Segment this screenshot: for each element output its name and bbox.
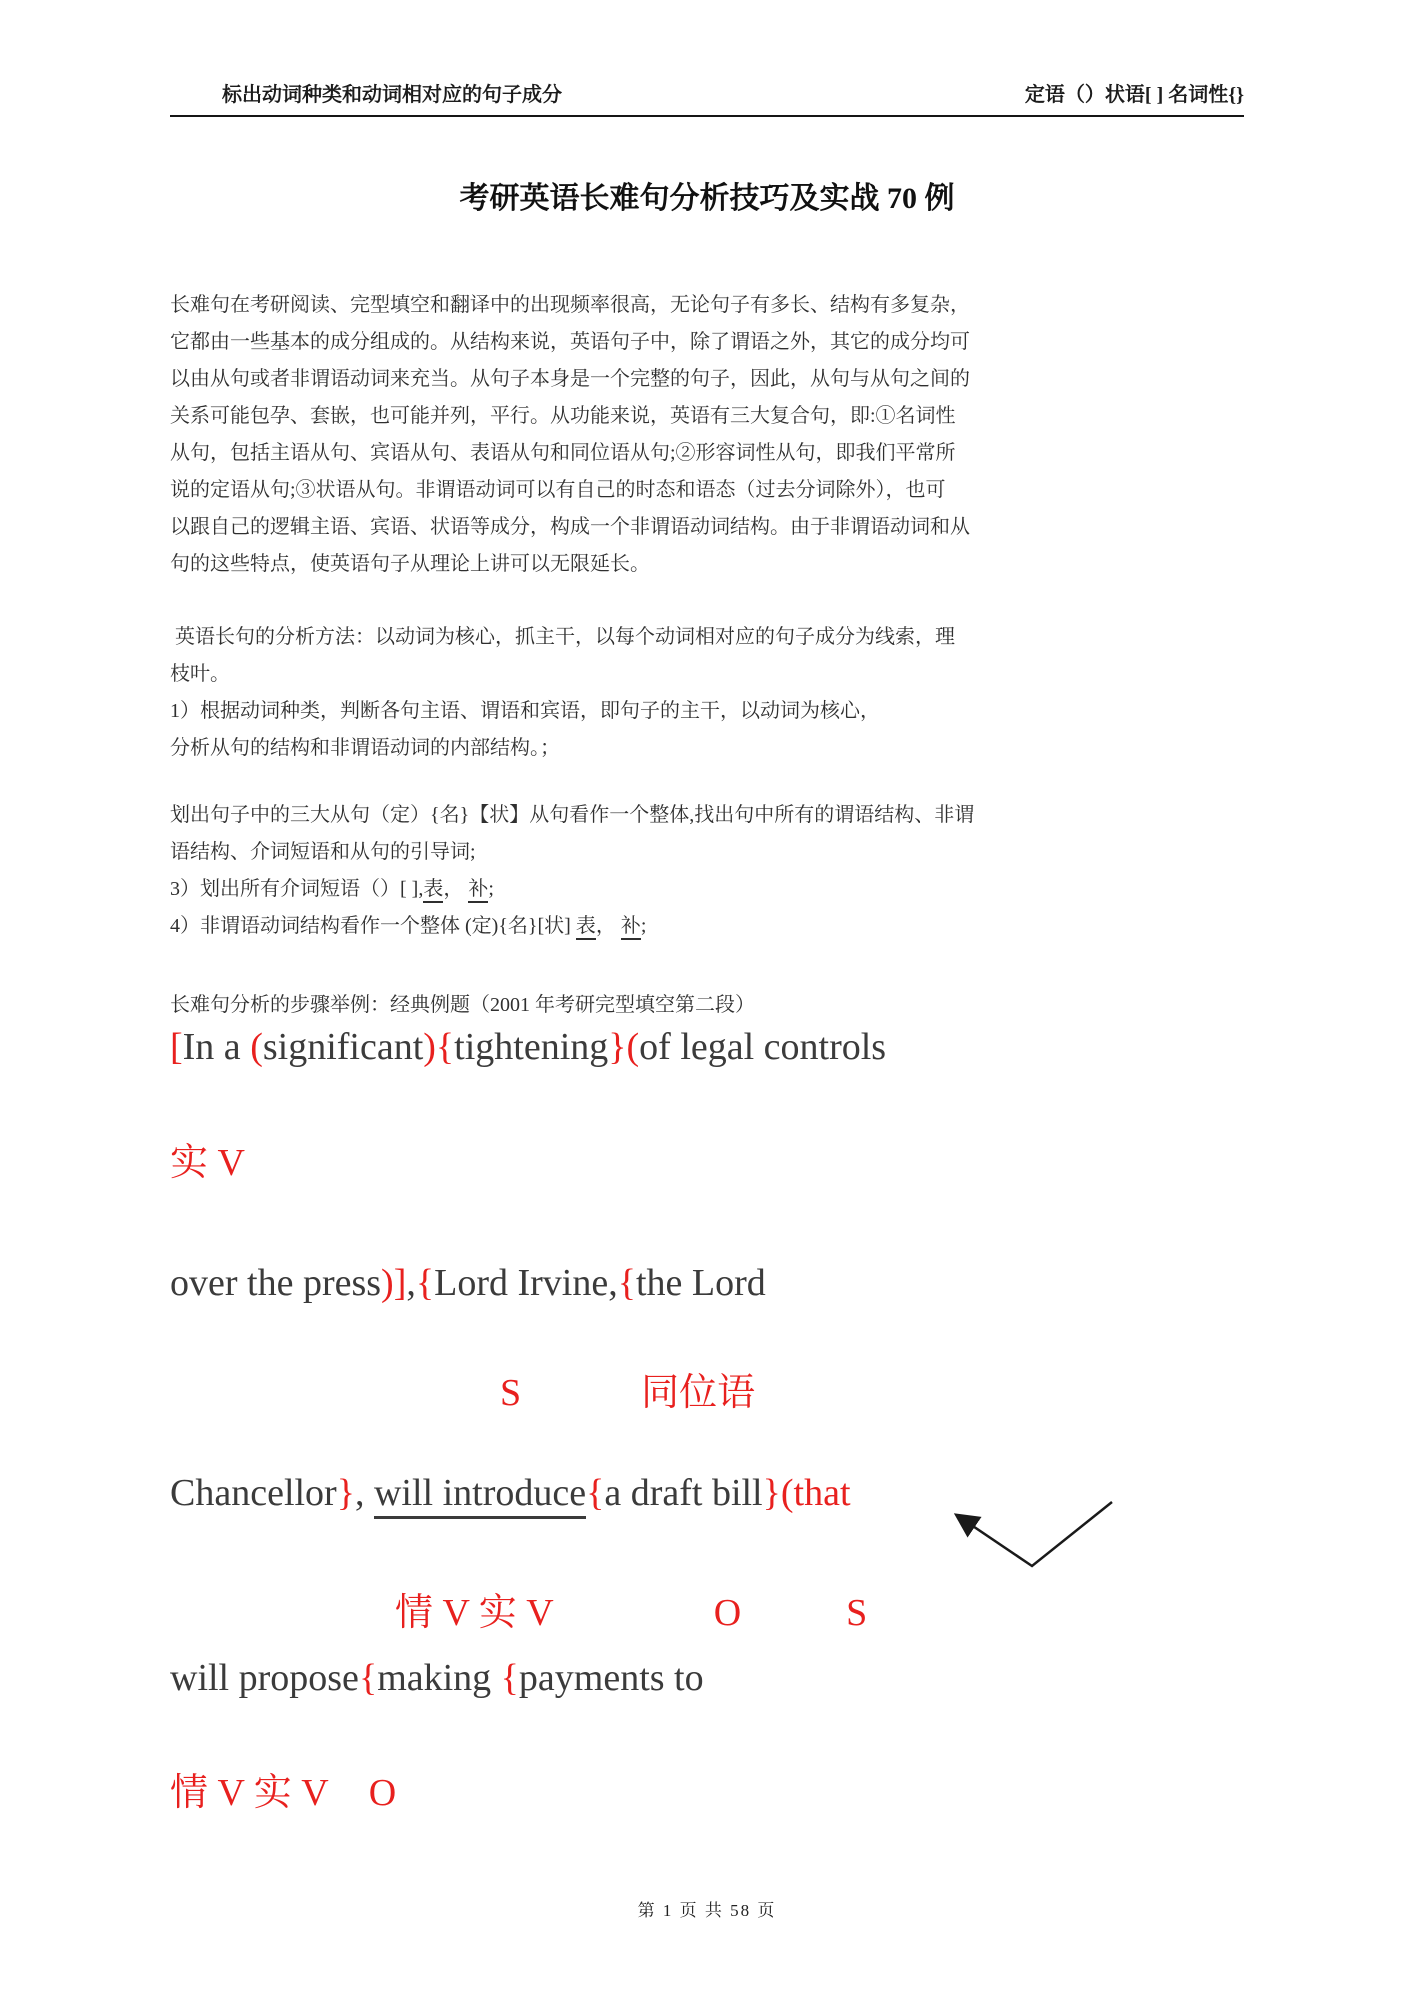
annotation-qing-v-shi-v: 情 V 实 V [395, 1592, 554, 1634]
sentence-text: of legal controls [639, 1026, 887, 1068]
step4-underlined-biao: 表 [576, 915, 596, 940]
brace: } [336, 1472, 355, 1514]
step-item-4 [170, 908, 1244, 945]
paren: ( [626, 1026, 640, 1068]
sentence-text: significant [262, 1026, 424, 1068]
brace: } [608, 1026, 627, 1068]
example-intro [170, 987, 1244, 1024]
brace: { [435, 1026, 455, 1068]
text-line: 以由从句或者非谓语动词来充当。从句子本身是一个完整的句子，因此，从句与从句之间的 [170, 368, 970, 390]
brace: { [358, 1657, 378, 1699]
step3-underlined-bu: 补 [468, 878, 488, 903]
sentence-text: making [377, 1657, 501, 1699]
sentence-line-3 [170, 1470, 1244, 1516]
brace: { [500, 1657, 519, 1699]
sentence-line-1 [170, 1024, 1244, 1070]
step3-separator: ， [443, 878, 469, 900]
sentence-text: , [406, 1262, 416, 1304]
sentence-text: over the press [170, 1262, 382, 1304]
annotation-s: S [846, 1592, 868, 1634]
header-right-legend: 定语（）状语[ ] 名词性{} [1024, 84, 1244, 106]
page-footer: 第 1 页 共 58 页 [637, 1901, 777, 1920]
annotation-o: O [368, 1772, 397, 1814]
sentence-text: Chancellor [170, 1472, 337, 1514]
text-line: 英语长句的分析方法：以动词为核心，抓主干，以每个动词相对应的句子成分为线索，理 [170, 626, 955, 648]
sentence-text: the Lord [635, 1262, 766, 1304]
that-clause-opener: (that [780, 1472, 851, 1514]
annotation-subject-apposition [170, 1370, 1244, 1416]
text-line: 语结构、介词短语和从句的引导词; [170, 841, 476, 863]
sentence-text: will propose [170, 1657, 359, 1699]
page-title: 考研英语长难句分析技巧及实战 70 例 [459, 182, 955, 215]
annotation-shi-v: 实 V [170, 1142, 245, 1184]
paren: ( [250, 1026, 263, 1068]
text-line: 长难句分析的步骤举例：经典例题（2001 年考研完型填空第二段） [170, 994, 755, 1016]
sentence-text: In a [182, 1026, 251, 1068]
text-line: 关系可能包孕、套嵌，也可能并列，平行。从功能来说，英语有三大复合句，即:①名词性 [170, 405, 956, 427]
sentence-text: payments to [518, 1657, 704, 1699]
annotation-verbs-object-subject [170, 1590, 1244, 1636]
text-line: 句的这些特点，使英语句子从理论上讲可以无限延长。 [170, 553, 650, 575]
sentence-text: , [354, 1472, 374, 1514]
header-left-text: 标出动词种类和动词相对应的句子成分 [222, 84, 562, 106]
brace: { [586, 1472, 605, 1514]
bracket: [ [170, 1026, 183, 1068]
step4-underlined-bu: 补 [621, 915, 641, 940]
annotation-s: S [500, 1372, 522, 1414]
method-paragraph [170, 619, 1244, 767]
text-line: 从句，包括主语从句、宾语从句、表语从句和同位语从句;②形容词性从句，即我们平常所 [170, 442, 956, 464]
step3-end: ; [488, 878, 494, 900]
text-line: 划出句子中的三大从句（定）{名}【状】从句看作一个整体,找出句中所有的谓语结构、非谓 [170, 804, 975, 826]
annotation-o: O [713, 1592, 742, 1634]
sentence-line-2 [170, 1260, 1244, 1306]
sentence-line-4 [170, 1655, 1244, 1701]
text-line: 它都由一些基本的成分组成的。从结构来说，英语句子中，除了谓语之外，其它的成分均可 [170, 331, 970, 353]
text-line: 枝叶。 [170, 663, 230, 685]
text-line: 说的定语从句;③状语从句。非谓语动词可以有自己的时态和语态（过去分词除外），也可 [170, 479, 946, 501]
intro-paragraph [170, 287, 1244, 583]
sentence-text: Lord Irvine, [434, 1262, 618, 1304]
text-line: 以跟自己的逻辑主语、宾语、状语等成分，构成一个非谓语动词结构。由于非谓语动词和从 [170, 516, 970, 538]
step3-underlined-biao: 表 [423, 878, 443, 903]
step3-text: 3）划出所有介词短语（）[ ], [170, 878, 424, 900]
text-line: 长难句在考研阅读、完型填空和翻译中的出现频率很高，无论句子有多长、结构有多复杂， [170, 294, 970, 316]
paren: ) [381, 1262, 394, 1304]
page-header [170, 0, 1244, 117]
annotation-verbs-object [170, 1770, 1244, 1816]
steps-paragraph [170, 797, 1244, 945]
annotation-qing-v-shi-v: 情 V 实 V [170, 1772, 329, 1814]
step4-separator: ， [595, 915, 621, 937]
underlined-verb-phrase: will introduce [374, 1472, 586, 1519]
text-line: 分析从句的结构和非谓语动词的内部结构。； [170, 737, 560, 759]
step4-end: ; [640, 915, 647, 937]
sentence-text: tightening [454, 1026, 609, 1068]
bracket: ] [393, 1262, 407, 1304]
step4-text: 4）非谓语动词结构看作一个整体 (定){名}[状] [170, 915, 576, 937]
annotation-apposition-label: 同位语 [641, 1372, 756, 1414]
paren: ) [423, 1026, 436, 1068]
sentence-text: a draft bill [604, 1472, 763, 1514]
step-item-3 [170, 871, 1244, 908]
brace: } [762, 1472, 781, 1514]
text-line: 1）根据动词种类，判断各句主语、谓语和宾语，即句子的主干，以动词为核心， [170, 700, 880, 722]
annotated-example-sentence [170, 1024, 1244, 1816]
brace: { [415, 1262, 435, 1304]
brace: { [617, 1262, 636, 1304]
